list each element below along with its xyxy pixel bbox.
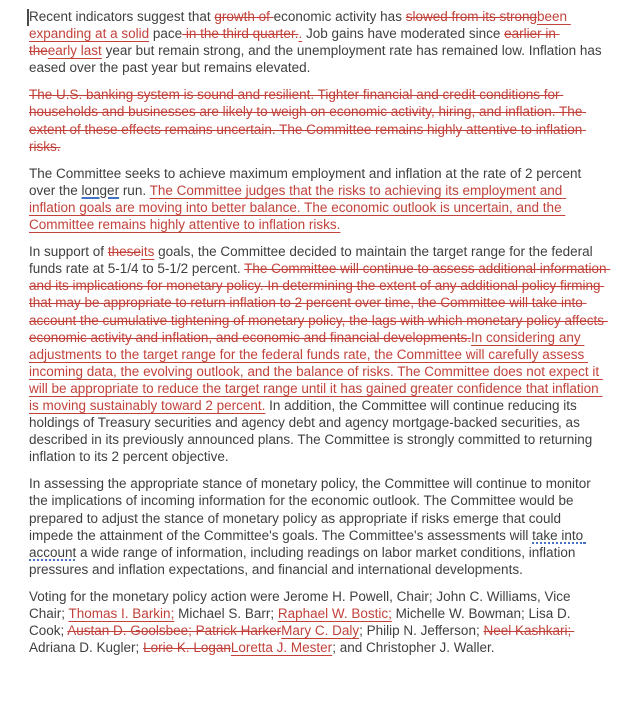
text-run: Job gains have moderated since [302,26,505,42]
text-run: run. [119,182,150,198]
text-run: In addition, the Committee will continue reducing its holdings of Treasury securities and agency debt and agency mortgage-backed securities, as described in its previously announced plans. The Committee is strongly committed to returning inflation to its 2 percent objective. [29,397,597,465]
paragraph [29,165,607,233]
text-run: Michelle W. Bowman; Lisa D. Cook; [29,606,575,639]
deleted-text: The U.S. banking system is sound and resilient. Tighter financial and credit conditions for households and businesses are likely to weigh on economic activity, hiring, and inflation. The extent of these effects remains uncertain. The Committee remains highly attentive to inflation risks. [29,87,587,154]
text-run: economic activity has [273,9,406,24]
inserted-text: Thomas I. Barkin; [68,606,175,621]
spellcheck-underline-text: longer [81,182,120,198]
paragraph [29,8,607,76]
text-run: pace [149,26,183,42]
text-run: Recent indicators suggest that [29,9,215,24]
text-run: In assessing the appropriate stance of monetary policy, the Committee will continue to monitor the implications of incoming information for the economic outlook. The Committee would be prepared to adjust the stance of monetary policy as appropriate if risks emerge that could impede the attainment of the Committee's goals. The Committee's assessments will [29,476,595,543]
text-run: ; Philip N. Jefferson; [359,623,484,639]
inserted-text: Mary C. Daly [281,623,360,639]
deleted-text: growth of [214,9,274,24]
inserted-text: Raphael W. Bostic; [277,606,392,621]
document-body[interactable] [29,8,611,656]
spellcheck-dotted-text: take into account [29,527,587,560]
text-run: a wide range of information, including readings on labor market conditions, inflation pressures and inflation expectations, and financial and international developments. [29,544,580,577]
inserted-text: The Committee judges that the risks to achieving its employment and inflation goals are moving into better balance. The economic outlook is uncertain, and the Committee remains highly attentive to inflation risks. [29,182,567,233]
deleted-text: slowed from its strong [405,9,537,24]
inserted-text: Loretta J. Mester [230,640,333,656]
deleted-text: Lorie K. Logan [143,640,231,656]
deleted-text: earlier in the [29,26,560,59]
inserted-text: In considering any adjustments to the target range for the federal funds rate, the Committee will carefully assess incoming data, the evolving outlook, and the balance of risks. The Committee does not expect it will be appropriate to reduce the target range until it has gained greater confidence that inflation is moving sustainably toward 2 percent. [29,329,603,413]
inserted-text: . [298,26,303,42]
text-run: Voting for the monetary policy action were Jerome H. Powell, Chair; John C. Williams, Vice Chair; [29,588,575,621]
paragraph [29,588,607,656]
deleted-text: Neel Kashkari; [483,623,575,639]
text-run: year but remain strong, and the unemployment rate has remained low. Inflation has eased over the past year but remains elevated. [29,43,606,76]
text-run: In support of [29,244,108,260]
text-run: The Committee seeks to achieve maximum employment and inflation at the rate of 2 percent over the [29,165,586,198]
text-run: goals, the Committee decided to maintain the target range for the federal funds rate at 5-1/4 to 5-1/2 percent. [29,244,597,277]
paragraph [29,475,607,578]
paragraph [29,243,611,465]
text-run: Michael S. Barr; [174,606,278,621]
inserted-text: been expanding at a solid [29,9,571,42]
deleted-text: these [107,244,141,260]
deleted-text: The Committee will continue to assess additional information and its implications for monetary policy. In determining the extent of any additional policy firming that may be appropriate to return inflation to 2 percent over time, the Committee will take into account the cumulative tightening of monetary policy, the lags with which monetary policy affects economic activity and inflation, and economic and financial developments. [29,261,611,345]
deleted-text: Austan D. Goolsbee; Patrick Harker [67,623,282,639]
text-run: Adriana D. Kugler; [29,640,144,656]
inserted-text: early last [47,43,102,59]
deleted-text: in the third quarter. [182,26,299,42]
inserted-text: its [140,244,155,260]
text-cursor [27,9,29,26]
paragraph [29,86,607,154]
text-run: ; and Christopher J. Waller. [332,640,495,656]
